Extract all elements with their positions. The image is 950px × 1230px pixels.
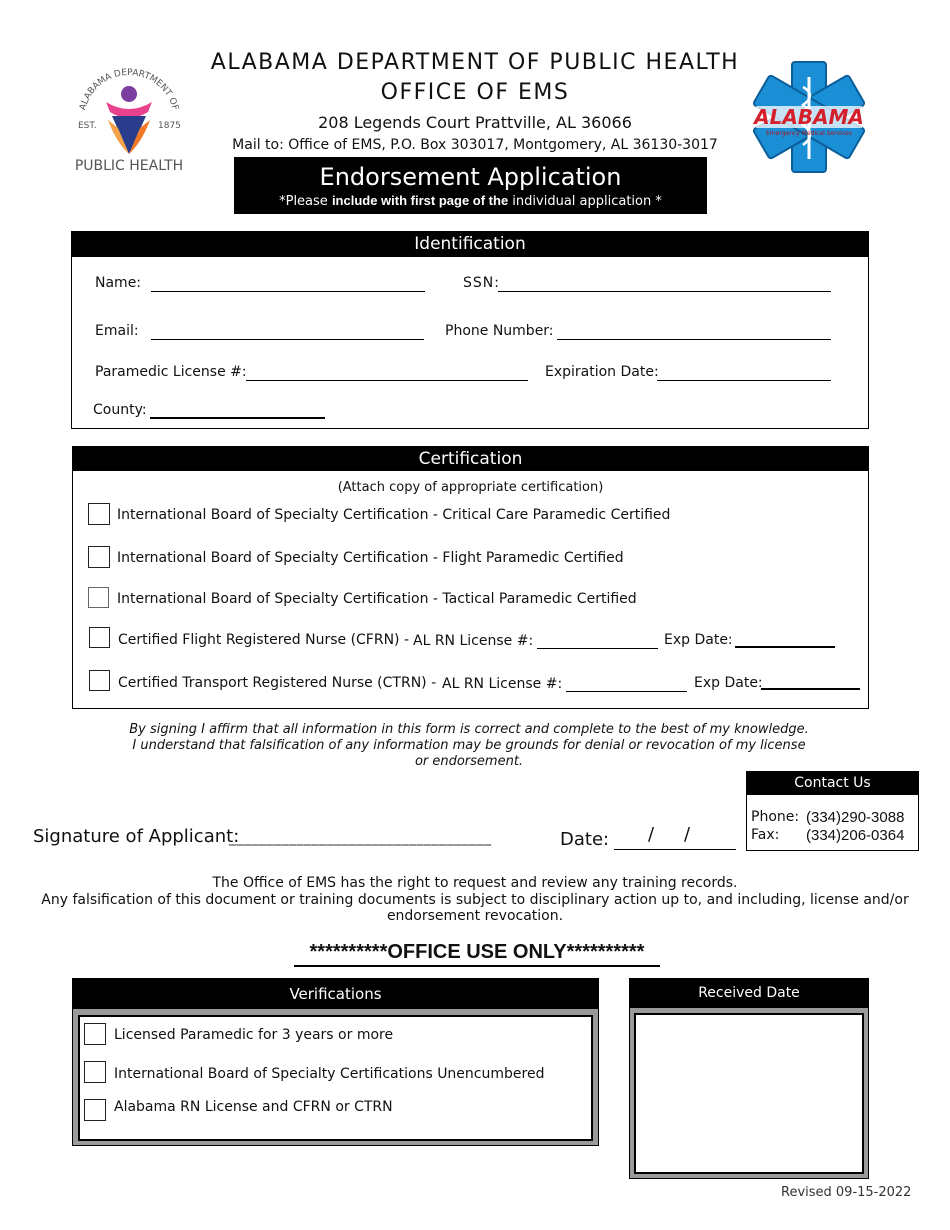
cert-label-tactical: International Board of Specialty Certification - Tactical Paramedic Certified (117, 591, 637, 607)
email-field[interactable] (151, 339, 424, 340)
ctrn-exp-label: Exp Date: (694, 675, 763, 691)
verify-label-ibsc: International Board of Specialty Certifications Unencumbered (114, 1066, 545, 1082)
form-title: Endorsement Application (319, 163, 622, 191)
phone-field[interactable] (557, 339, 831, 340)
contact-phone: (334)290-3088 (806, 809, 905, 826)
cert-label-flight-paramedic: International Board of Specialty Certification - Flight Paramedic Certified (117, 550, 624, 566)
office-use-heading: **********OFFICE USE ONLY********** (294, 941, 660, 967)
cert-checkbox-tactical[interactable] (88, 587, 109, 608)
subtitle-b: include with first page of the (331, 193, 509, 208)
subtitle-c: individual application * (508, 194, 662, 209)
certification-note: (Attach copy of appropriate certification) (337, 480, 604, 495)
county-label: County: (93, 402, 147, 418)
logo-year: 1875 (158, 121, 181, 131)
form-subtitle (234, 193, 707, 209)
ems-logo-sub: Emergency Medical Services (766, 130, 852, 137)
ctrn-exp-field[interactable] (761, 688, 860, 690)
received-date-heading: Received Date (629, 978, 869, 1008)
contact-heading: Contact Us (746, 771, 919, 795)
ssn-field[interactable] (498, 291, 831, 292)
verifications-heading: Verifications (72, 978, 599, 1009)
date-slash-2: / (684, 824, 691, 845)
verify-checkbox-rn[interactable] (84, 1099, 106, 1121)
cert-checkbox-cfrn[interactable] (89, 627, 110, 648)
affirmation-line-2: I understand that falsification of any information may be grounds for denial or revocation of my license (132, 738, 806, 753)
revised-date: Revised 09-15-2022 (781, 1185, 912, 1200)
affirmation-line-1: By signing I affirm that all information in this form is correct and complete to the best of my knowledge. (129, 722, 809, 737)
contact-fax: (334)206-0364 (806, 827, 905, 844)
logo-est: EST. (78, 121, 97, 131)
identification-heading: Identification (71, 231, 869, 257)
date-label: Date: (560, 829, 610, 850)
license-label: Paramedic License #: (95, 364, 247, 380)
expiration-label: Expiration Date: (545, 364, 659, 380)
org-title: ALABAMA DEPARTMENT OF PUBLIC HEALTH (210, 50, 740, 75)
notice-line-3: endorsement revocation. (386, 908, 564, 924)
date-field[interactable] (614, 849, 736, 850)
subtitle-a: *Please (279, 194, 332, 209)
ems-logo-word: ALABAMA (754, 105, 864, 129)
name-field[interactable] (151, 291, 425, 292)
ctrn-license-label: AL RN License #: (442, 676, 563, 692)
mail-to: Mail to: Office of EMS, P.O. Box 303017, Montgomery, AL 36130-3017 (232, 137, 718, 153)
phone-label: Phone Number: (445, 323, 554, 339)
address: 208 Legends Court Prattville, AL 36066 (318, 113, 632, 132)
affirmation-text (0, 722, 938, 770)
contact-phone-label: Phone: (751, 809, 800, 825)
verify-checkbox-ibsc[interactable] (84, 1061, 106, 1083)
cert-label-cfrn: Certified Flight Registered Nurse (CFRN) - (118, 632, 410, 648)
verify-checkbox-paramedic-3yrs[interactable] (84, 1023, 106, 1045)
affirmation-line-3: or endorsement. (414, 754, 524, 769)
notice-text (0, 875, 950, 925)
cert-checkbox-critical-care[interactable] (88, 503, 110, 525)
signature-line[interactable]: ___________________________________ (229, 830, 492, 846)
expiration-field[interactable] (657, 380, 831, 381)
ssn-label: SSN: (463, 275, 500, 291)
date-slash-1: / (648, 824, 655, 845)
alabama-ems-logo (750, 60, 868, 174)
office-title: OFFICE OF EMS (380, 80, 570, 105)
certification-heading: Certification (72, 446, 869, 471)
contact-fax-label: Fax: (751, 827, 780, 843)
logo-arc-text: ALABAMA DEPARTMENT OF (78, 67, 180, 112)
county-field[interactable] (150, 417, 325, 419)
cert-label-critical-care: International Board of Specialty Certification - Critical Care Paramedic Certified (117, 507, 671, 523)
name-label: Name: (95, 275, 142, 291)
received-date-field[interactable] (634, 1013, 864, 1174)
cert-checkbox-ctrn[interactable] (89, 670, 110, 691)
license-field[interactable] (246, 380, 528, 381)
cfrn-license-field[interactable] (537, 648, 658, 649)
cert-checkbox-flight-paramedic[interactable] (88, 546, 110, 568)
verify-label-rn: Alabama RN License and CFRN or CTRN (114, 1099, 393, 1115)
title-block (234, 157, 707, 214)
logo-bottom-text: PUBLIC HEALTH (74, 158, 184, 174)
email-label: Email: (95, 323, 139, 339)
cfrn-license-label: AL RN License #: (413, 633, 534, 649)
ctrn-license-field[interactable] (566, 691, 687, 692)
notice-line-1: The Office of EMS has the right to request and review any training records. (212, 875, 738, 891)
verify-label-paramedic-3yrs: Licensed Paramedic for 3 years or more (114, 1027, 394, 1043)
notice-line-2: Any falsification of this document or training documents is subject to disciplinary action up to, and including, license and/or (41, 891, 909, 908)
cert-label-ctrn: Certified Transport Registered Nurse (CTRN) - (118, 675, 437, 691)
cfrn-exp-field[interactable] (735, 646, 835, 648)
signature-label: Signature of Applicant: (33, 826, 240, 847)
cfrn-exp-label: Exp Date: (664, 632, 733, 648)
